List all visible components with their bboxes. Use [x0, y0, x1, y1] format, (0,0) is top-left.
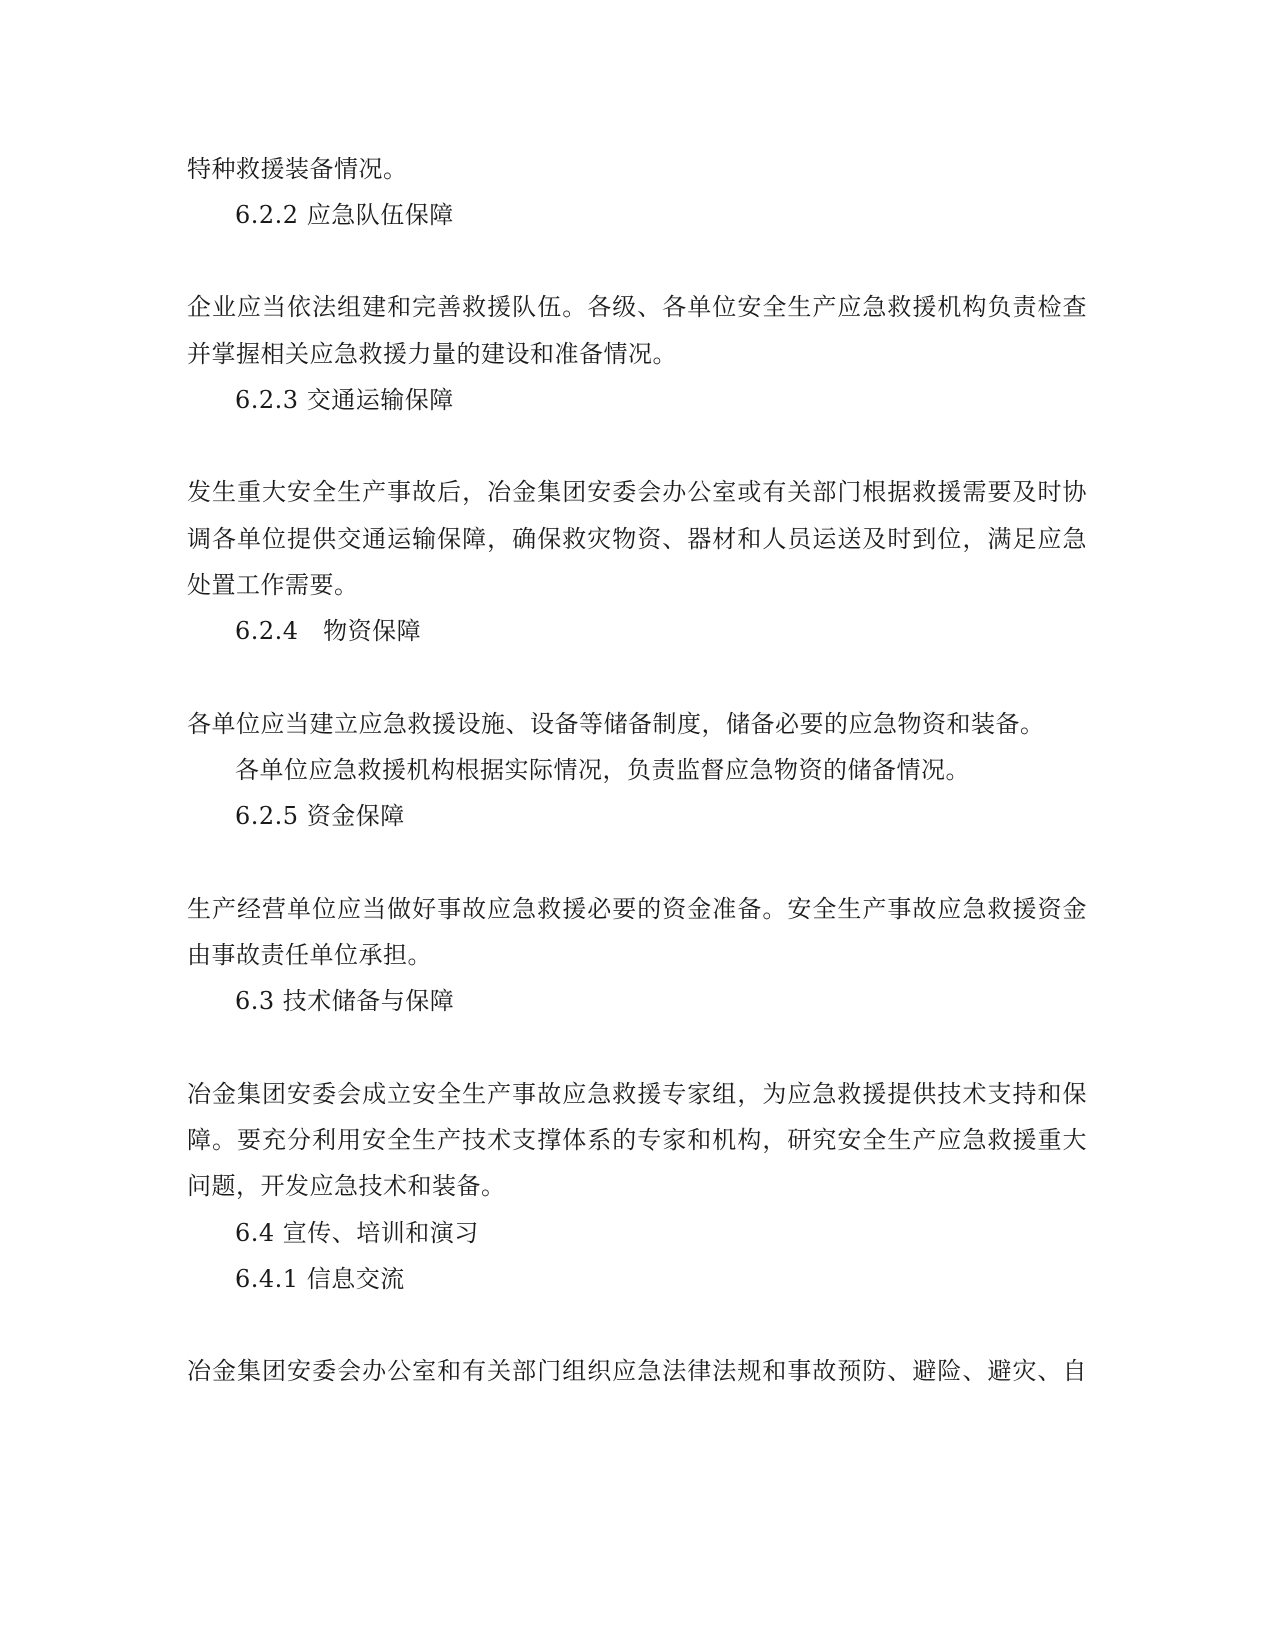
- section-heading: 6.2.4 物资保障: [235, 617, 422, 645]
- section-heading: 6.4.1 信息交流: [235, 1265, 405, 1293]
- text-line: 特种救援装备情况。: [187, 155, 408, 183]
- section-heading: 6.4 宣传、培训和演习: [235, 1219, 479, 1247]
- text-line: 处置工作需要。: [187, 571, 359, 599]
- text-line: 冶金集团安委会成立安全生产事故应急救援专家组，为应急救援提供技术支持和保: [187, 1080, 1087, 1108]
- text-line: 障。要充分利用安全生产技术支撑体系的专家和机构，研究安全生产应急救援重大: [187, 1126, 1087, 1154]
- text-line: 并掌握相关应急救援力量的建设和准备情况。: [187, 340, 677, 368]
- text-line: 生产经营单位应当做好事故应急救援必要的资金准备。安全生产事故应急救援资金: [187, 895, 1087, 923]
- section-heading: 6.2.3 交通运输保障: [235, 386, 454, 414]
- text-line: 发生重大安全生产事故后，冶金集团安委会办公室或有关部门根据救援需要及时协: [187, 478, 1087, 506]
- section-heading: 6.3 技术储备与保障: [235, 987, 455, 1015]
- section-heading: 6.2.5 资金保障: [235, 802, 405, 830]
- text-line: 调各单位提供交通运输保障，确保救灾物资、器材和人员运送及时到位，满足应急: [187, 525, 1087, 553]
- section-heading: 6.2.2 应急队伍保障: [235, 201, 454, 229]
- text-line: 各单位应急救援机构根据实际情况，负责监督应急物资的储备情况。: [235, 756, 970, 784]
- text-line: 企业应当依法组建和完善救援队伍。各级、各单位安全生产应急救援机构负责检查: [187, 293, 1087, 321]
- text-line: 各单位应当建立应急救援设施、设备等储备制度，储备必要的应急物资和装备。: [187, 710, 1045, 738]
- text-line: 冶金集团安委会办公室和有关部门组织应急法律法规和事故预防、避险、避灾、自: [187, 1357, 1087, 1385]
- text-line: 问题，开发应急技术和装备。: [187, 1172, 506, 1200]
- text-line: 由事故责任单位承担。: [187, 941, 432, 969]
